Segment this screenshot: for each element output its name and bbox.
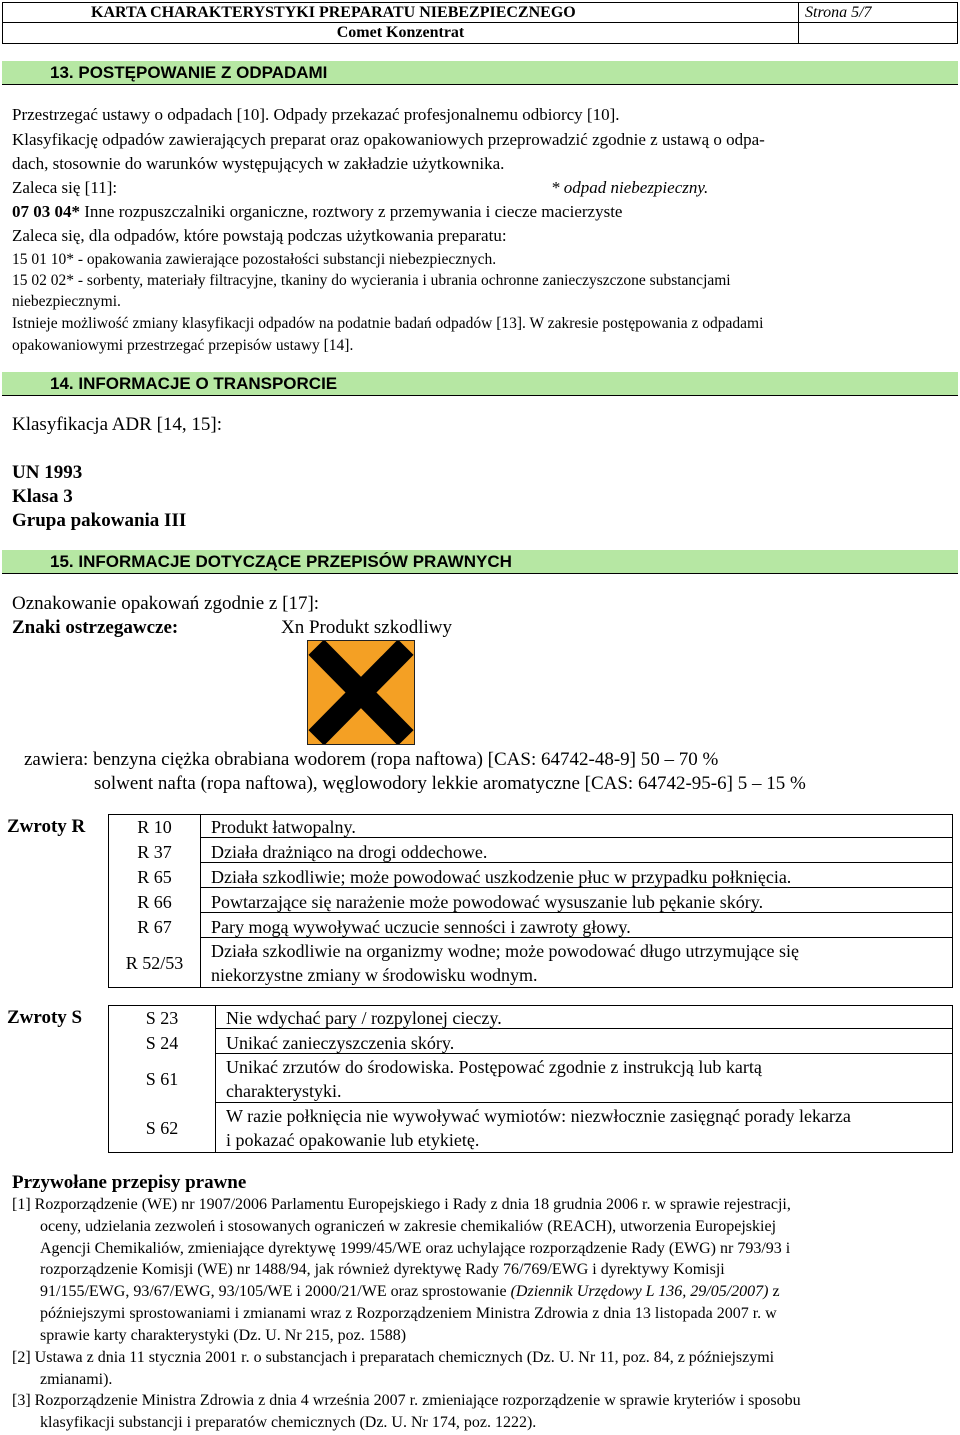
r-phrase-text: Powtarzające się narażenie może powodować wysuszanie lub pękanie skóry. [211,892,764,912]
s13-line3: dach, stosownie do warunków występujących w zakładzie użytkownika. [12,154,505,173]
r-phrase-code: R 65 [137,867,172,887]
document-title: KARTA CHARAKTERYSTYKI PREPARATU NIEBEZPIECZNEGO [3,3,799,23]
s13-code-main: 07 03 04* [12,202,80,221]
s14-grupa: Grupa pakowania III [12,510,187,531]
r-phrase-code: R 52/53 [125,953,184,973]
r-phrases-table [108,814,953,988]
ref-1-line: [1] Rozporządzenie (WE) nr 1907/2006 Parlamentu Europejskiego i Rady z dnia 18 grudnia 2006 r. w sprawie rejestracji, [12,1196,791,1213]
s13-note-l1: Istnieje możliwość zmiany klasyfikacji odpadów na podatnie badań odpadów [13]. W zakresie postępowania z odpadami [12,315,764,332]
r-table-divider [200,815,201,987]
section-13-heading: 13. POSTĘPOWANIE Z ODPADAMI [2,61,958,85]
s15-oznakowanie: Oznakowanie opakowań zgodnie z [17]: [12,593,320,614]
r-phrase-text: Działa szkodliwie; może powodować uszkodzenie płuc w przypadku połknięcia. [211,867,792,887]
s-phrase-text: W razie połknięcia nie wywoływać wymiotów: niezwłocznie zasięgnąć porady lekarza [226,1106,851,1126]
r-phrase-text: Działa szkodliwie na organizmy wodne; może powodować długo utrzymujące się [211,941,799,961]
s15-znaki-label: Znaki ostrzegawcze: [12,617,179,638]
ref-2-line: [2] Ustawa z dnia 11 stycznia 2001 r. o substancjach i preparatach chemicznych (Dz. U. Nr 11, poz. 84, z późniejszymi [12,1349,775,1366]
r-phrase-code: R 37 [137,842,172,862]
s13-zaleca-label: Zaleca się [11]: [12,178,118,197]
s-phrases-label: Zwroty S [7,1007,83,1028]
r-phrases-label: Zwroty R [7,816,86,837]
s-phrase-text-cont: i pokazać opakowanie lub etykietę. [226,1130,480,1150]
s-phrase-code: S 62 [145,1118,179,1138]
s-phrase-text: Unikać zrzutów do środowiska. Postępować zgodnie z instrukcją lub kartą [226,1057,762,1077]
r-phrase-text-cont: niekorzystne zmiany w środowisku wodnym. [211,965,538,985]
ref-3-line: [3] Rozporządzenie Ministra Zdrowia z dnia 4 września 2007 r. zmieniające rozporządzenie w sprawie kryteriów i sposobu [12,1392,801,1409]
s14-un: UN 1993 [12,462,83,483]
s13-line2: Klasyfikację odpadów zawierających preparat oraz opakowaniowych przeprowadzić zgodnie z ustawą o odpa- [12,130,765,149]
s13-zaleca-note: * odpad niebezpieczny. [551,178,709,197]
ref-1-text: 91/155/EWG, 93/67/EWG, 93/105/WE i 2000/21/WE oraz sprostowanie [40,1283,511,1300]
ref-1-line: oceny, udzielania zezwoleń i stosowanych ograniczeń w zakresie chemikaliów (REACH), utworzenia Europejskiej [40,1218,777,1235]
r-phrase-code: R 66 [137,892,172,912]
ref-1-text: z [768,1283,780,1300]
s13-code2-l1: 15 02 02* - sorbenty, materiały filtracyjne, tkaniny do wycierania i ubrania ochronne zanieczyszczone substancjami [12,272,731,289]
s-phrase-text-cont: charakterystyki. [226,1081,342,1101]
s13-code-main-text: Inne rozpuszczalniki organiczne, roztwory z przemywania i ciecze macierzyste [80,202,623,221]
product-name: Comet Konzentrat [3,23,799,43]
harmful-cross-svg [308,641,414,744]
s13-code2-l2: niebezpiecznymi. [12,293,121,310]
s14-klasa: Klasa 3 [12,486,73,507]
r-phrase-code: R 67 [137,917,172,937]
s-phrase-code: S 61 [145,1069,179,1089]
section-14-heading: 14. INFORMACJE O TRANSPORCIE [2,372,958,396]
s13-line1: Przestrzegać ustawy o odpadach [10]. Odpady przekazać profesjonalnemu odbiorcy [10]. [12,105,620,124]
document-header [2,2,958,44]
przepisy-heading: Przywołane przepisy prawne [12,1172,247,1193]
s-phrase-text: Unikać zanieczyszczenia skóry. [226,1033,455,1053]
s-phrase-text: Nie wdychać pary / rozpylonej cieczy. [226,1008,502,1028]
s15-zawiera-l1: zawiera: benzyna ciężka obrabiana wodorem (ropa naftowa) [CAS: 64742-48-9] 50 – 70 % [24,749,719,770]
page-number: Strona 5/7 [799,3,957,23]
s13-zaleca2: Zaleca się, dla odpadów, które powstają podczas użytkowania preparatu: [12,226,507,245]
s-phrases-table [108,1005,953,1153]
s15-znaki-value: Xn Produkt szkodliwy [281,617,452,638]
r-phrase-code: R 10 [137,817,172,837]
harmful-cross-icon [307,640,415,745]
ref-1-line [40,1281,780,1303]
ref-1-line: Agencji Chemikaliów, zmieniające dyrektywę 1999/45/WE oraz uchylające rozporządzenie Rady (EWG) nr 793/93 i [40,1240,791,1257]
s-phrase-code: S 23 [145,1008,179,1028]
r-phrase-text: Produkt łatwopalny. [211,817,356,837]
s-phrase-code: S 24 [145,1033,179,1053]
s13-note-l2: opakowaniowymi przestrzegać przepisów ustawy [14]. [12,337,354,354]
ref-3-line: klasyfikacji substancji i preparatów chemicznych (Dz. U. Nr 174, poz. 1222). [40,1414,537,1431]
s14-adr: Klasyfikacja ADR [14, 15]: [12,414,223,435]
ref-1-line: sprawie karty charakterystyki (Dz. U. Nr 215, poz. 1588) [40,1327,407,1344]
r-phrase-text: Pary mogą wywoływać uczucie senności i zawroty głowy. [211,917,631,937]
ref-1-line: rozporządzenie Komisji (WE) nr 1488/94, jak również dyrektywę Rady 76/769/EWG i dyrektywy Komisji [40,1261,725,1278]
ref-1-dziennik: (Dziennik Urzędowy L 136, 29/05/2007) [510,1283,769,1300]
ref-1-line: późniejszymi sprostowaniami i zmianami wraz z Rozporządzeniem Ministra Zdrowia z dnia 13 listopada 2007 r. w [40,1305,777,1322]
section-15-heading: 15. INFORMACJE DOTYCZĄCE PRZEPISÓW PRAWNYCH [2,550,958,574]
s13-code1: 15 01 10* - opakowania zawierające pozostałości substancji niebezpiecznych. [12,251,497,268]
r-phrase-text: Działa drażniąco na drogi oddechowe. [211,842,488,862]
ref-2-line: zmianami). [40,1371,113,1388]
s15-zawiera-l2: solwent nafta (ropa naftowa), węglowodory lekkie aromatyczne [CAS: 64742-95-6] 5 – 15 % [94,773,806,794]
s13-code-main-line [12,201,622,223]
